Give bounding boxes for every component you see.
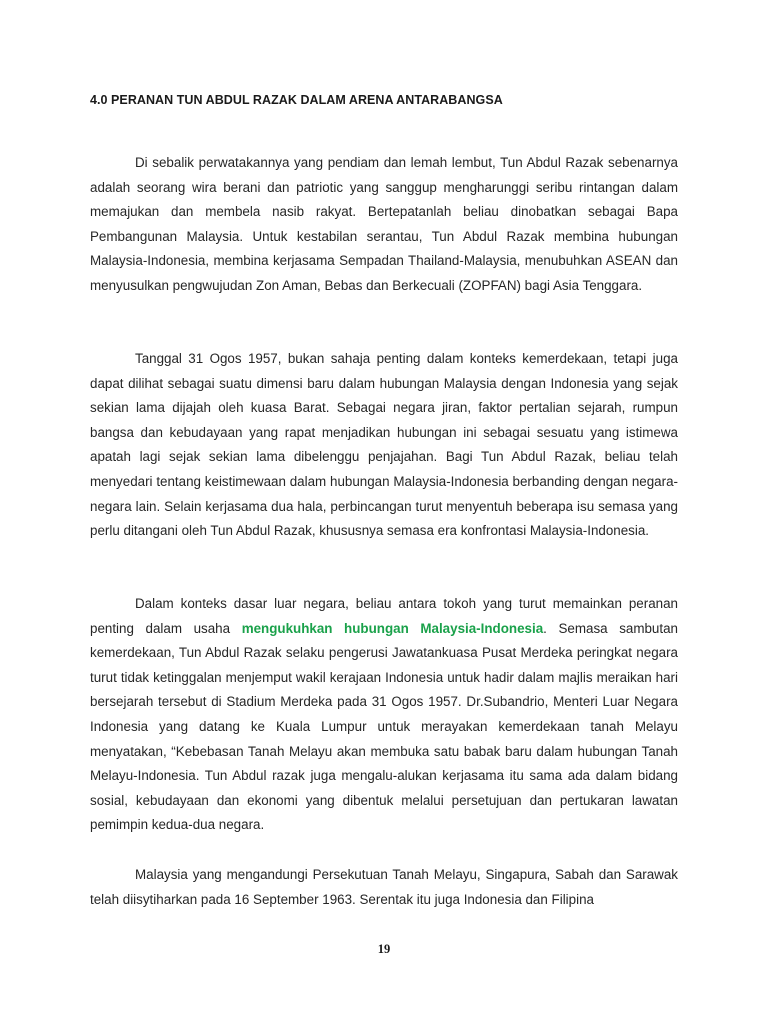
page-number: 19	[377, 942, 391, 956]
paragraph-4-text: Malaysia yang mengandungi Persekutuan Tanah Melayu, Singapura, Sabah dan Sarawak telah diisytiharkan pada 16 September 1963. Serentak itu juga Indonesia dan Filipina	[90, 867, 678, 907]
paragraph-3-text-before: Dalam konteks dasar luar negara, beliau antara tokoh yang turut memainkan peranan penting dalam usaha	[90, 596, 678, 636]
highlighted-phrase: mengukuhkan hubungan Malaysia-Indonesia	[241, 620, 544, 636]
paragraph-2-text: Tanggal 31 Ogos 1957, bukan sahaja penting dalam konteks kemerdekaan, tetapi juga dapat dilihat sebagai suatu dimensi baru dalam hubungan Malaysia dengan Indonesia yang sejak sekian lama dijajah oleh kuasa Barat. Sebagai negara jiran, faktor pertalian sejarah, rumpun bangsa dan kebudayaan yang rapat menjadikan hubungan ini sebagai sesuatu yang istimewa apatah lagi sejak sekian lama dibelenggu penjajahan. Bagi Tun Abdul Razak, beliau telah menyedari tentang keistimewaan dalam hubungan Malaysia-Indonesia berbanding dengan negara-negara lain. Selain kerjasama dua hala, perbincangan turut menyentuh beberapa isu semasa yang perlu ditangani oleh Tun Abdul Razak, khususnya semasa era konfrontasi Malaysia-Indonesia.	[90, 351, 678, 539]
paragraph-2	[90, 347, 678, 544]
paragraph-1	[90, 151, 678, 299]
paragraph-3-text-after: . Semasa sambutan kemerdekaan, Tun Abdul Razak selaku pengerusi Jawatankuasa Pusat Merdeka peringkat negara turut tidak ketinggalan menjemput wakil kerajaan Indonesia untuk hadir dalam majlis meraikan hari bersejarah tersebut di Stadium Merdeka pada 31 Ogos 1957. Dr.Subandrio, Menteri Luar Negara Indonesia yang datang ke Kuala Lumpur untuk merayakan kemerdekaan tanah Melayu menyatakan, “Kebebasan Tanah Melayu akan membuka satu babak baru dalam hubungan Tanah Melayu-Indonesia. Tun Abdul razak juga mengalu-alukan kerjasama itu sama ada dalam bidang sosial, kebudayaan dan ekonomi yang dibentuk melalui persetujuan dan pertukaran lawatan pemimpin kedua-dua negara.	[90, 620, 678, 833]
paragraph-4	[90, 863, 678, 912]
paragraph-1-text: Di sebalik perwatakannya yang pendiam dan lemah lembut, Tun Abdul Razak sebenarnya adalah seorang wira berani dan patriotic yang sanggup mengharunggi seribu rintangan dalam memajukan dan membela nasib rakyat. Bertepatanlah beliau dinobatkan sebagai Bapa Pembangunan Malaysia. Untuk kestabilan serantau, Tun Abdul Razak membina hubungan Malaysia-Indonesia, membina kerjasama Sempadan Thailand-Malaysia, menubuhkan ASEAN dan menyusulkan pengwujudan Zon Aman, Bebas dan Berkecuali (ZOPFAN) bagi Asia Tenggara.	[90, 155, 678, 293]
section-heading: 4.0 PERANAN TUN ABDUL RAZAK DALAM ARENA ANTARABANGSA	[90, 93, 503, 107]
paragraph-3	[90, 592, 678, 838]
